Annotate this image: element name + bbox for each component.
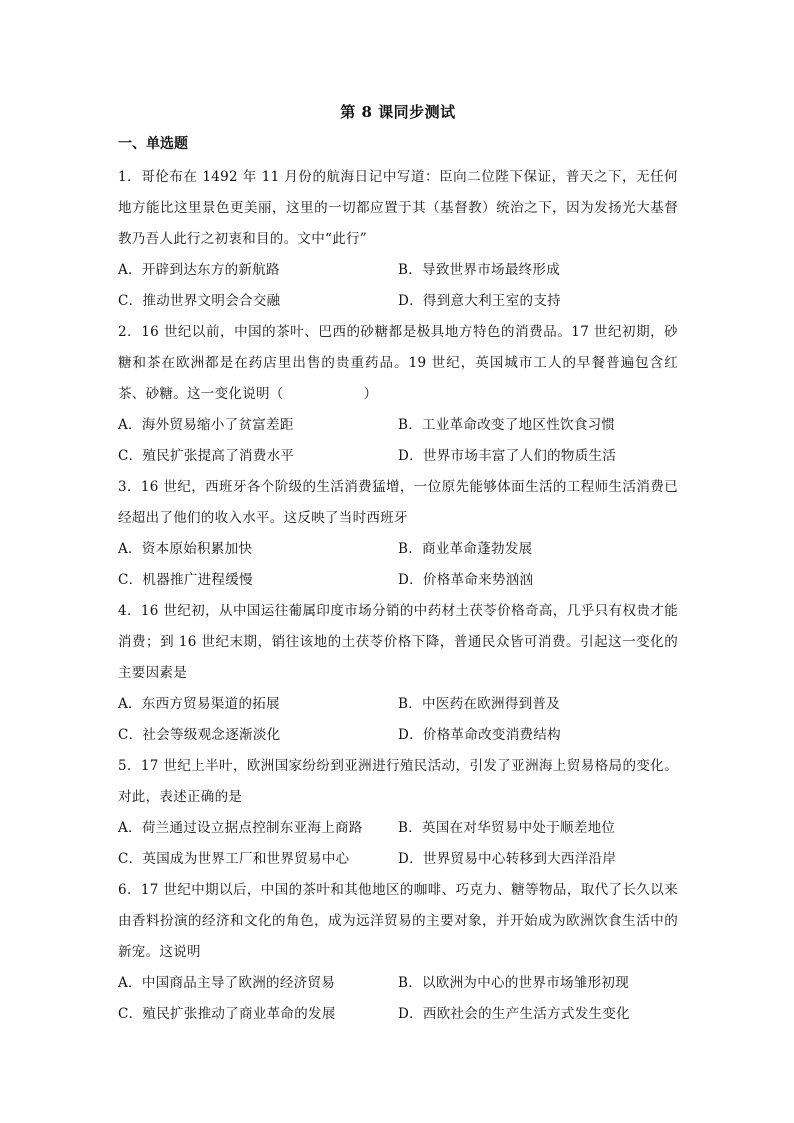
question-stem-end: ） [363,386,378,402]
option-d[interactable]: D．得到意大利王室的支持 [398,293,561,309]
option-b[interactable]: B．中医药在欧洲得到普及 [398,696,561,712]
question-number: 5 [118,758,127,774]
question-2 [118,317,678,472]
document-page [118,100,678,1030]
question-text: 2．16 世纪以前，中国的茶叶、巴西的砂糖都是极具地方特色的消费品。17 世纪初期，砂糖和茶在欧洲都是在药店里出售的贵重药品。19 世纪，英国城市工人的早餐普遍包含红茶、砂糖。这一变化说明（ ） [118,324,678,402]
question-text: 3．16 世纪，西班牙各个阶级的生活消费猛增，一位原先能够体面生活的工程师生活消费已经超出了他们的收入水平。这反映了当时西班牙 [118,479,678,526]
question-4 [118,596,678,751]
options [118,968,678,1030]
options [118,410,678,472]
option-b[interactable]: B．以欧洲为中心的世界市场雏形初现 [398,975,630,991]
option-d[interactable]: D．价格革命改变消费结构 [398,727,561,743]
question-text: 5．17 世纪上半叶，欧洲国家纷纷到亚洲进行殖民活动，引发了亚洲海上贸易格局的变化。对此，表述正确的是 [118,758,678,805]
question-stem: 17 世纪中期以后，中国的茶叶和其他地区的咖啡、巧克力、糖等物品，取代了长久以来由香料扮演的经济和文化的角色，成为远洋贸易的主要对象，并开始成为欧洲饮食生活中的新宠。这说明 [118,882,678,960]
option-c[interactable]: C．英国成为世界工厂和世界贸易中心 [118,851,350,867]
question-stem: 16 世纪，西班牙各个阶级的生活消费猛增，一位原先能够体面生活的工程师生活消费已经超出了他们的收入水平。这反映了当时西班牙 [118,479,678,526]
option-c[interactable]: C．机器推广进程缓慢 [118,572,253,588]
option-c[interactable]: C．殖民扩张推动了商业革命的发展 [118,1006,336,1022]
option-c[interactable]: C．推动世界文明会合交融 [118,293,281,309]
question-number: 6 [118,882,127,898]
option-d[interactable]: D．西欧社会的生产生活方式发生变化 [398,1006,630,1022]
options [118,255,678,317]
question-text: 4．16 世纪初，从中国运往葡属印度市场分销的中药材土茯苓价格奇高，几乎只有权贵才能消费；到 16 世纪末期，销往该地的土茯苓价格下降，普通民众皆可消费。引起这一变化的主要因素是 [118,603,678,681]
question-number: 1 [118,169,127,185]
section-heading: 一、单选题 [118,136,188,152]
option-b[interactable]: B．英国在对华贸易中处于顺差地位 [398,820,616,836]
document-title: 第 8 课同步测试 [340,103,456,121]
question-5 [118,751,678,875]
question-number: 3 [118,479,127,495]
option-b[interactable]: B．导致世界市场最终形成 [398,262,561,278]
option-d[interactable]: D．世界市场丰富了人们的物质生活 [398,448,617,464]
option-a[interactable]: A．开辟到达东方的新航路 [118,262,280,278]
question-stem: 哥伦布在 1492 年 11 月份的航海日记中写道：臣向二位陛下保证，普天之下，无任何地方能比这里景色更美丽，这里的一切都应置于其（基督教）统治之下，因为发扬光大基督教乃吾人此行之初衷和目的。文中“此行” [118,169,678,247]
option-a[interactable]: A．荷兰通过设立据点控制东亚海上商路 [118,820,363,836]
option-a[interactable]: A．资本原始积累加快 [118,541,253,557]
question-text: 1．哥伦布在 1492 年 11 月份的航海日记中写道：臣向二位陛下保证，普天之下，无任何地方能比这里景色更美丽，这里的一切都应置于其（基督教）统治之下，因为发扬光大基督教乃吾人此行之初衷和目的。文中“此行” [118,169,678,247]
options [118,534,678,596]
option-b[interactable]: B．工业革命改变了地区性饮食习惯 [398,417,616,433]
option-a[interactable]: A．海外贸易缩小了贫富差距 [118,417,294,433]
question-6 [118,875,678,1030]
options [118,813,678,875]
option-c[interactable]: C．殖民扩张提高了消费水平 [118,448,295,464]
question-number: 4 [118,603,127,619]
option-a[interactable]: A．东西方贸易渠道的拓展 [118,696,280,712]
option-c[interactable]: C．社会等级观念逐渐淡化 [118,727,281,743]
options [118,689,678,751]
question-3 [118,472,678,596]
question-1 [118,162,678,317]
option-a[interactable]: A．中国商品主导了欧洲的经济贸易 [118,975,336,991]
question-number: 2 [118,324,127,340]
question-stem: 16 世纪初，从中国运往葡属印度市场分销的中药材土茯苓价格奇高，几乎只有权贵才能消费；到 16 世纪末期，销往该地的土茯苓价格下降，普通民众皆可消费。引起这一变化的主要因素是 [118,603,678,681]
question-text: 6．17 世纪中期以后，中国的茶叶和其他地区的咖啡、巧克力、糖等物品，取代了长久以来由香料扮演的经济和文化的角色，成为远洋贸易的主要对象，并开始成为欧洲饮食生活中的新宠。这说明 [118,882,678,960]
option-d[interactable]: D．世界贸易中心转移到大西洋沿岸 [398,851,617,867]
option-b[interactable]: B．商业革命蓬勃发展 [398,541,533,557]
question-stem: 16 世纪以前，中国的茶叶、巴西的砂糖都是极具地方特色的消费品。17 世纪初期，砂糖和茶在欧洲都是在药店里出售的贵重药品。19 世纪，英国城市工人的早餐普遍包含红茶、砂糖。这一变化说明（ [118,324,678,402]
option-d[interactable]: D．价格革命来势汹汹 [398,572,534,588]
question-stem: 17 世纪上半叶，欧洲国家纷纷到亚洲进行殖民活动，引发了亚洲海上贸易格局的变化。对此，表述正确的是 [118,758,678,805]
